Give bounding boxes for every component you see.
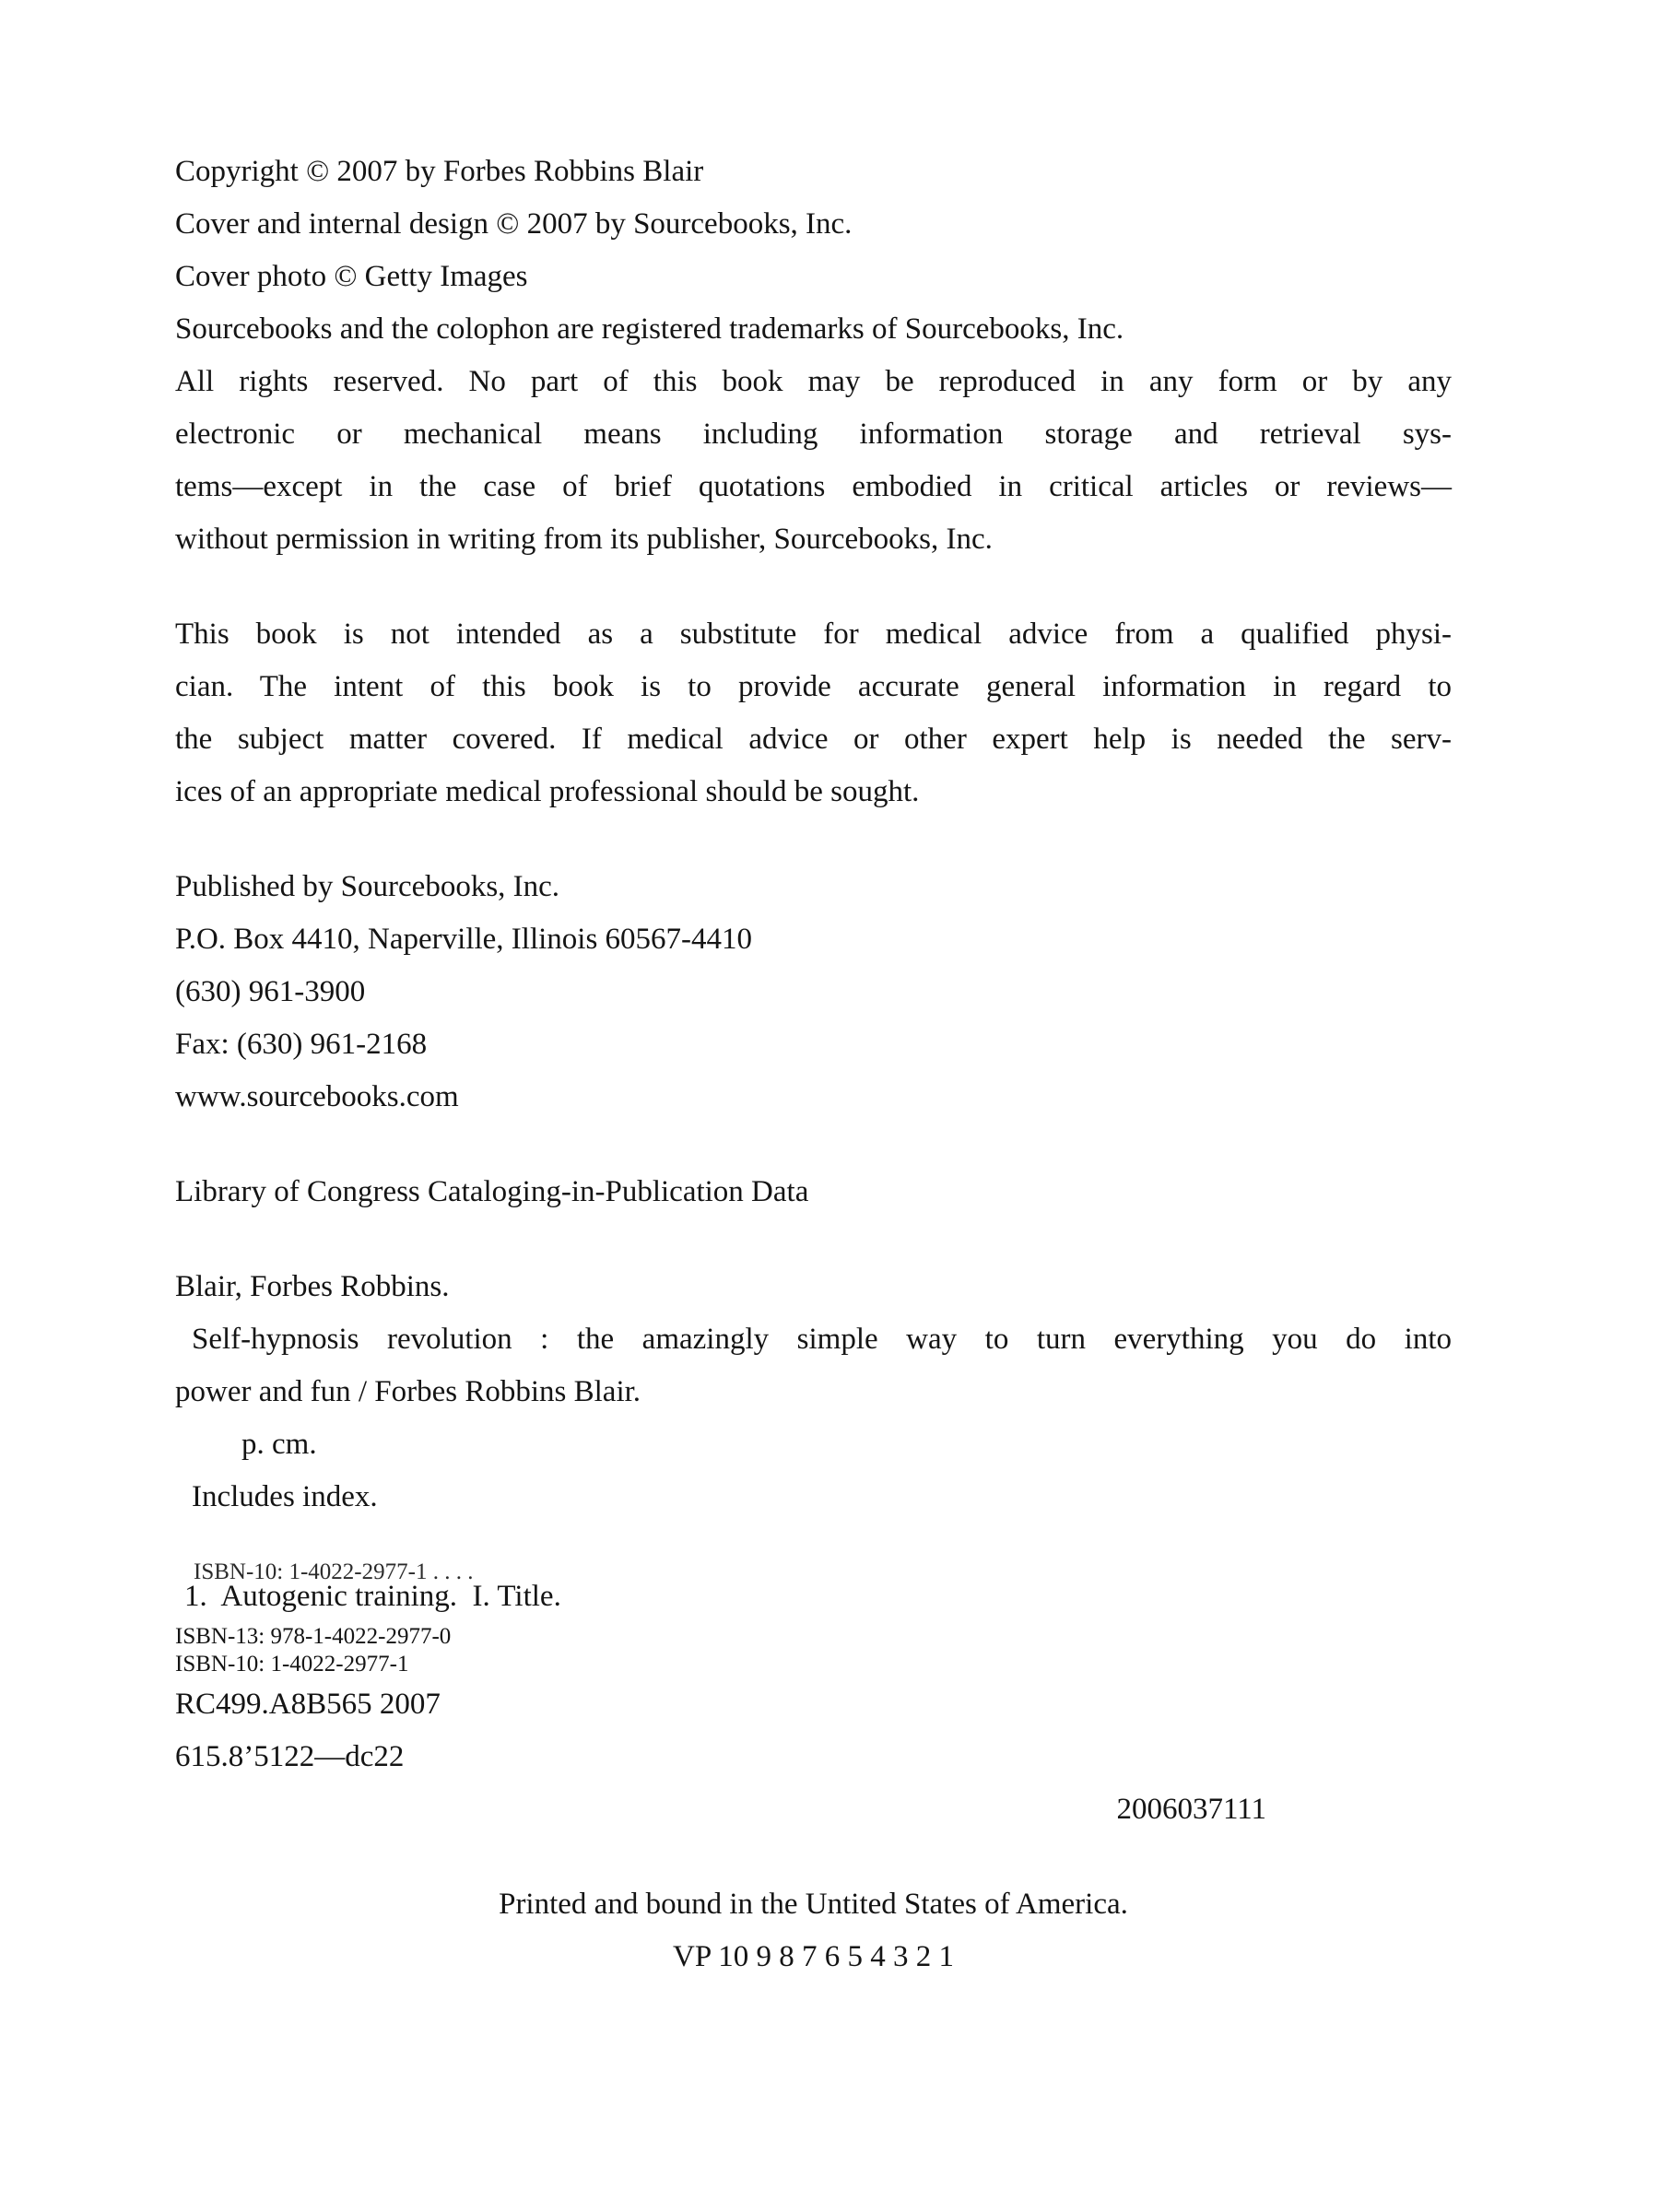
publisher-phone-line: (630) 961-3900 — [175, 975, 366, 1008]
lccn-number: 2006037111 — [1116, 1793, 1266, 1826]
publisher-website-line: www.sourcebooks.com — [175, 1080, 459, 1113]
clipped-isbn-line — [194, 1559, 516, 1584]
catalog-author-line: Blair, Forbes Robbins. — [175, 1270, 450, 1303]
clipped-isbn-text: ISBN-10: 1-4022-2977-1 . . . . — [194, 1559, 474, 1584]
catalog-block — [175, 1261, 1452, 1524]
loc-heading-block — [175, 1166, 1452, 1218]
rights-line-4: without permission in writing from its publisher, Sourcebooks, Inc. — [175, 523, 993, 556]
catalog-index-line: Includes index. — [192, 1480, 378, 1513]
copyright-page — [175, 146, 1452, 1983]
copyright-line: Copyright © 2007 by Forbes Robbins Blair — [175, 155, 704, 188]
publisher-address-line: P.O. Box 4410, Naperville, Illinois 60567-4410 — [175, 923, 753, 956]
printer-key-line: VP 10 9 8 7 6 5 4 3 2 1 — [673, 1940, 954, 1973]
rights-line-3: tems—except in the case of brief quotations embodied in critical articles or reviews— — [175, 470, 1452, 503]
disclaimer-block — [175, 608, 1452, 818]
classification-block — [175, 1571, 1452, 1836]
publisher-line: Published by Sourcebooks, Inc. — [175, 870, 560, 903]
design-credit-line: Cover and internal design © 2007 by Sourcebooks, Inc. — [175, 207, 853, 241]
copyright-block — [175, 146, 1452, 566]
publisher-fax-line: Fax: (630) 961-2168 — [175, 1028, 428, 1061]
rights-line-1: All rights reserved. No part of this book may be reproduced in any form or by any — [175, 365, 1452, 398]
disclaimer-line-4: ices of an appropriate medical professional should be sought. — [175, 775, 920, 808]
disclaimer-line-3: the subject matter covered. If medical advice or other expert help is needed the serv- — [175, 723, 1452, 756]
disclaimer-line-2: cian. The intent of this book is to provide accurate general information in regard to — [175, 670, 1452, 703]
rights-line-2: electronic or mechanical means including information storage and retrieval sys- — [175, 418, 1452, 451]
isbn10-line: ISBN-10: 1-4022-2977-1 — [175, 1652, 409, 1677]
isbn13-line: ISBN-13: 978-1-4022-2977-0 — [175, 1624, 452, 1649]
disclaimer-line-1: This book is not intended as a substitute for medical advice from a qualified physi- — [175, 618, 1452, 651]
photo-credit-line: Cover photo © Getty Images — [175, 260, 528, 293]
catalog-title-line-2: power and fun / Forbes Robbins Blair. — [175, 1375, 641, 1408]
printed-in-line: Printed and bound in the Untited States of America. — [499, 1888, 1128, 1921]
publisher-block — [175, 861, 1452, 1124]
catalog-title-line-1: Self-hypnosis revolution : the amazingly simple way to turn everything you do into — [192, 1323, 1452, 1356]
lc-class-line: RC499.A8B565 2007 — [175, 1688, 441, 1721]
dewey-line: 615.8’5122—dc22 — [175, 1740, 405, 1773]
printing-block — [175, 1878, 1452, 1983]
catalog-subject-line: 1. Autogenic training. I. Title. — [184, 1580, 561, 1613]
loc-heading: Library of Congress Cataloging-in-Publication Data — [175, 1175, 809, 1208]
catalog-pagination-line: p. cm. — [241, 1428, 317, 1461]
trademark-line: Sourcebooks and the colophon are registered trademarks of Sourcebooks, Inc. — [175, 312, 1124, 346]
